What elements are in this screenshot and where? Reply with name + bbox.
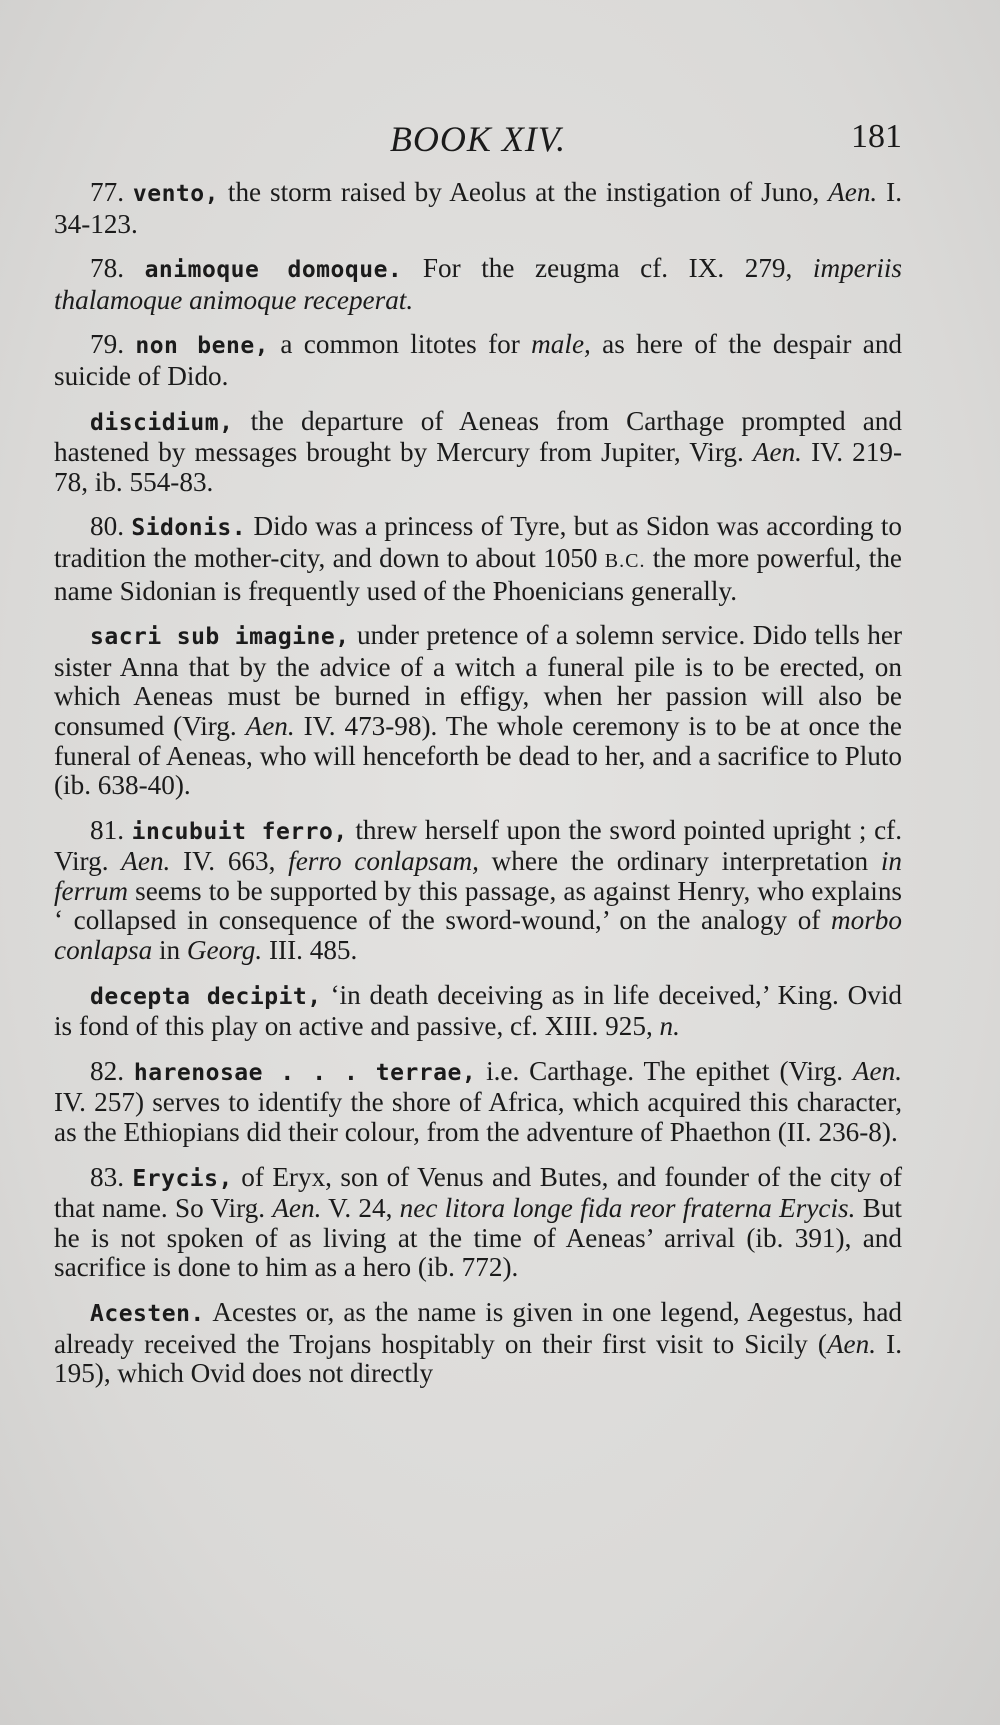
line-number: 82.: [90, 1055, 124, 1086]
note-text: the storm raised by Aeolus at the instigation of Juno,: [218, 177, 829, 207]
lemma: Sidonis.: [131, 515, 247, 542]
reference-italic: Aen.: [121, 846, 171, 877]
note-80: [54, 512, 902, 606]
note-text: IV. 257) serves to identify the shore of Africa, which acquired this character, as the Ethiopians did their colour, from the adventure of Phaethon (II. 236-8).: [54, 1087, 902, 1148]
note-text: ‘in death deceiving as in life deceived,’ King. Ovid is fond of this play on active and passive, cf. XIII. 925,: [54, 979, 902, 1042]
note-text: Acestes or, as the name is given in one legend, Aegestus, had already received the Trojans hospitably on their first visit to Sicily (: [54, 1297, 902, 1359]
quotation-italic: imperiis thalamoque animoque receperat.: [54, 253, 903, 315]
quotation-italic: morbo conlapsa: [54, 905, 902, 966]
lemma: Erycis,: [132, 1165, 233, 1192]
note-text: of Eryx, son of Venus and Butes, and founder of the city of that name. So Virg.: [54, 1161, 903, 1224]
reference-italic: Aen.: [826, 1328, 877, 1359]
note-81: [54, 816, 902, 966]
note-text: a common litotes for: [269, 329, 532, 360]
lemma: decepta decipit,: [90, 983, 322, 1010]
note-82: [54, 1057, 902, 1148]
note-83: [54, 1163, 902, 1283]
lemma: vento,: [132, 181, 219, 207]
note-text: as here of the despair and suicide of Dido.: [54, 329, 903, 391]
line-number: 79.: [90, 329, 124, 360]
quotation-italic: ferro conlapsam,: [288, 846, 479, 877]
note-77: [54, 178, 902, 239]
note-text: IV. 663,: [170, 846, 289, 877]
quotation-italic: nec litora longe fida reor fraterna Erycis.: [399, 1193, 856, 1224]
lemma: non bene,: [135, 333, 270, 360]
note-text: But he is not spoken of as living at the time of Aeneas’ arrival (ib. 391), and sacrifice is done to him as a hero (ib. 772).: [54, 1193, 902, 1283]
note-text: IV. 473-98). The whole ceremony is to be at once the funeral of Aeneas, who will henceforth be dead to her, and a sacrifice to Pluto (ib. 638-40).: [54, 710, 902, 801]
note-text: where the ordinary interpretation: [478, 846, 881, 877]
note-79: [54, 330, 902, 391]
quotation-italic: male,: [531, 329, 591, 360]
note-text: in: [152, 935, 187, 966]
note-text: I. 34-123.: [54, 177, 902, 239]
page-number: 181: [851, 118, 902, 155]
reference-italic: n.: [659, 1011, 680, 1042]
note-text: i.e. Carthage. The epithet (Virg.: [476, 1055, 853, 1086]
reference-italic: Aen.: [752, 437, 802, 468]
line-number: 83.: [90, 1161, 124, 1192]
running-title: BOOK XIV.: [389, 119, 567, 159]
page-header: [54, 118, 902, 162]
lemma: harenosae . . . terrae,: [133, 1059, 477, 1086]
note-text: V. 24,: [321, 1193, 400, 1224]
note-decepta-decipit: [54, 981, 902, 1042]
lemma: incubuit ferro,: [131, 818, 348, 845]
lemma: animoque domoque.: [144, 257, 403, 284]
reference-italic: Georg.: [186, 935, 263, 966]
reference-italic: Aen.: [272, 1193, 322, 1224]
note-text: threw herself upon the sword pointed upright ; cf. Virg.: [54, 814, 902, 877]
lemma: discidium,: [90, 409, 234, 436]
line-number: 77.: [90, 177, 124, 207]
era-abbreviation: B.C.: [604, 549, 646, 572]
note-text: III. 485.: [262, 935, 358, 966]
note-text: the departure of Aeneas from Carthage prompted and hastened by messages brought by Mercury from Jupiter, Virg.: [54, 405, 902, 468]
note-text: I. 195), which Ovid does not directly: [54, 1328, 903, 1389]
note-78: [54, 254, 902, 315]
commentary-notes: [54, 178, 902, 1404]
reference-italic: Aen.: [245, 710, 295, 741]
note-text: seems to be supported by this passage, as against Henry, who explains ‘ collapsed in consequence of the sword-wound,’ on the analogy of: [54, 875, 902, 936]
line-number: 80.: [90, 511, 124, 542]
line-number: 78.: [90, 253, 124, 284]
lemma: sacri sub imagine,: [90, 624, 350, 651]
note-text: For the zeugma cf. IX. 279,: [402, 253, 813, 284]
note-text: under pretence of a solemn service. Dido tells her sister Anna that by the advice of a witch a funeral pile is to be erected, on which Aeneas must be burned in effigy, when her passion will also be consumed (Virg.: [54, 620, 902, 741]
line-number: 81.: [90, 814, 124, 845]
reference-italic: Aen.: [852, 1055, 902, 1086]
note-text: IV. 219-78, ib. 554-83.: [54, 437, 902, 497]
lemma: Acesten.: [90, 1301, 205, 1327]
note-text: the more powerful, the name Sidonian is frequently used of the Phoenicians generally.: [54, 542, 902, 606]
quotation-italic: in ferrum: [54, 846, 903, 906]
note-discidium: [54, 407, 902, 498]
note-sacri-sub-imagine: [54, 621, 902, 801]
note-acesten: [54, 1298, 902, 1389]
note-text: Dido was a princess of Tyre, but as Sidon was according to tradition the mother-city, and down to about 1050: [54, 511, 902, 573]
reference-italic: Aen.: [828, 177, 878, 207]
